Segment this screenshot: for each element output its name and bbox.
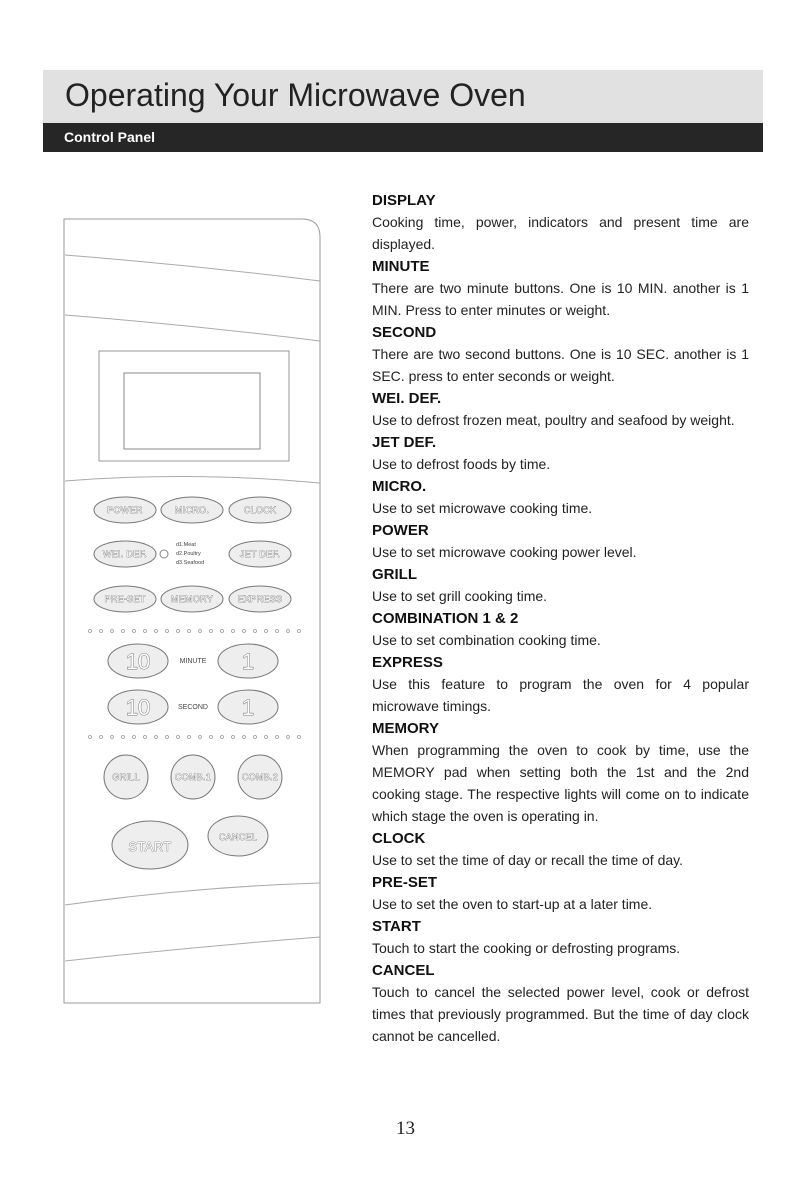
desc-heading: MEMORY bbox=[372, 720, 439, 737]
desc-text: Use to set microwave cooking power level. bbox=[372, 544, 637, 560]
desc-text: Touch to start the cooking or defrosting programs. bbox=[372, 940, 681, 956]
minute-label: MINUTE bbox=[179, 658, 207, 665]
svg-text:10: 10 bbox=[125, 695, 151, 720]
second-1-button[interactable] bbox=[218, 690, 278, 724]
descriptions-list bbox=[372, 190, 749, 1048]
svg-text:MICRO.: MICRO. bbox=[174, 505, 210, 515]
micro-button[interactable] bbox=[161, 497, 223, 523]
svg-text:d3.Seafood: d3.Seafood bbox=[176, 560, 205, 566]
svg-text:10: 10 bbox=[125, 649, 151, 674]
desc-display bbox=[372, 190, 749, 255]
desc-micro bbox=[372, 476, 749, 519]
desc-cancel bbox=[372, 960, 749, 1047]
page-title: Operating Your Microwave Oven bbox=[65, 77, 526, 113]
desc-heading: CLOCK bbox=[372, 830, 426, 847]
desc-second bbox=[372, 322, 749, 387]
power-button[interactable] bbox=[94, 497, 156, 523]
wei-def-button[interactable] bbox=[94, 541, 156, 567]
desc-heading: SECOND bbox=[372, 324, 437, 341]
desc-grill bbox=[372, 564, 749, 607]
desc-heading: MICRO. bbox=[372, 478, 427, 495]
desc-memory bbox=[372, 718, 749, 827]
desc-text: Use to set the oven to start-up at a later time. bbox=[372, 896, 653, 912]
svg-text:1: 1 bbox=[241, 649, 255, 674]
svg-text:1: 1 bbox=[241, 695, 255, 720]
section-title: Control Panel bbox=[64, 129, 156, 145]
desc-heading: GRILL bbox=[372, 566, 417, 583]
svg-text:CANCEL: CANCEL bbox=[218, 832, 258, 842]
desc-text: Use to set microwave cooking time. bbox=[372, 500, 593, 516]
express-button[interactable] bbox=[229, 586, 291, 612]
desc-wei-def bbox=[372, 388, 749, 431]
desc-heading: POWER bbox=[372, 522, 429, 539]
start-button[interactable] bbox=[112, 821, 188, 869]
page-number: 13 bbox=[396, 1118, 415, 1139]
desc-combination bbox=[372, 608, 749, 651]
svg-text:WEI. DEF.: WEI. DEF. bbox=[102, 549, 148, 559]
desc-heading: MINUTE bbox=[372, 258, 430, 275]
desc-heading: WEI. DEF. bbox=[372, 390, 442, 407]
desc-text: Use to set grill cooking time. bbox=[372, 588, 548, 604]
display-screen bbox=[124, 373, 260, 449]
desc-jet-def bbox=[372, 432, 749, 475]
desc-heading: PRE-SET bbox=[372, 874, 438, 891]
second-label: SECOND bbox=[178, 704, 208, 711]
desc-text: Touch to cancel the selected power level, cook or defrost times that previously programmed. But the time of day clock cannot be cancelled. bbox=[372, 984, 749, 1044]
svg-text:CLOCK: CLOCK bbox=[243, 505, 277, 515]
svg-text:GRILL: GRILL bbox=[112, 772, 140, 782]
grill-button[interactable] bbox=[104, 755, 148, 799]
desc-text: When programming the oven to cook by time, use the MEMORY pad when setting both the 1st and the 2nd cooking stage. The respective lights will come on to indicate which stage the oven is operating in. bbox=[372, 742, 749, 824]
desc-heading: DISPLAY bbox=[372, 192, 436, 209]
clock-button[interactable] bbox=[229, 497, 291, 523]
svg-text:JET DEF.: JET DEF. bbox=[239, 549, 281, 559]
memory-button[interactable] bbox=[161, 586, 223, 612]
svg-text:EXPRESS: EXPRESS bbox=[237, 594, 283, 604]
second-10-button[interactable] bbox=[108, 690, 168, 724]
svg-text:d1.Meat: d1.Meat bbox=[176, 542, 196, 548]
desc-text: There are two second buttons. One is 10 SEC. another is 1 SEC. press to enter seconds or weight. bbox=[372, 346, 749, 384]
desc-express bbox=[372, 652, 749, 717]
wei-def-indicator bbox=[160, 550, 168, 558]
desc-pre-set bbox=[372, 872, 749, 915]
section-bar bbox=[43, 123, 763, 152]
control-panel-diagram bbox=[62, 215, 324, 1007]
desc-power bbox=[372, 520, 749, 563]
svg-text:d2.Poultry: d2.Poultry bbox=[176, 551, 201, 557]
desc-heading: CANCEL bbox=[372, 962, 435, 979]
desc-heading: EXPRESS bbox=[372, 654, 443, 671]
desc-text: Use to defrost frozen meat, poultry and seafood by weight. bbox=[372, 412, 735, 428]
svg-text:PRE-SET: PRE-SET bbox=[104, 594, 146, 604]
desc-text: Use to set combination cooking time. bbox=[372, 632, 601, 648]
comb2-button[interactable] bbox=[238, 755, 282, 799]
desc-heading: COMBINATION 1 & 2 bbox=[372, 610, 519, 627]
svg-text:COMB.1: COMB.1 bbox=[174, 772, 212, 782]
desc-start bbox=[372, 916, 749, 959]
jet-def-button[interactable] bbox=[229, 541, 291, 567]
pre-set-button[interactable] bbox=[94, 586, 156, 612]
desc-text: Use this feature to program the oven for 4 popular microwave timings. bbox=[372, 676, 749, 714]
svg-text:MEMORY: MEMORY bbox=[170, 594, 214, 604]
desc-clock bbox=[372, 828, 749, 871]
desc-text: Use to defrost foods by time. bbox=[372, 456, 551, 472]
desc-text: Use to set the time of day or recall the time of day. bbox=[372, 852, 683, 868]
svg-text:START: START bbox=[128, 839, 172, 854]
desc-minute bbox=[372, 256, 749, 321]
desc-heading: START bbox=[372, 918, 421, 935]
svg-text:POWER: POWER bbox=[107, 505, 143, 515]
svg-text:COMB.2: COMB.2 bbox=[241, 772, 279, 782]
title-bar bbox=[43, 70, 763, 123]
minute-10-button[interactable] bbox=[108, 644, 168, 678]
cancel-button[interactable] bbox=[208, 816, 268, 856]
desc-heading: JET DEF. bbox=[372, 434, 437, 451]
comb1-button[interactable] bbox=[171, 755, 215, 799]
desc-text: Cooking time, power, indicators and present time are displayed. bbox=[372, 214, 749, 252]
minute-1-button[interactable] bbox=[218, 644, 278, 678]
desc-text: There are two minute buttons. One is 10 MIN. another is 1 MIN. Press to enter minutes or weight. bbox=[372, 280, 749, 318]
